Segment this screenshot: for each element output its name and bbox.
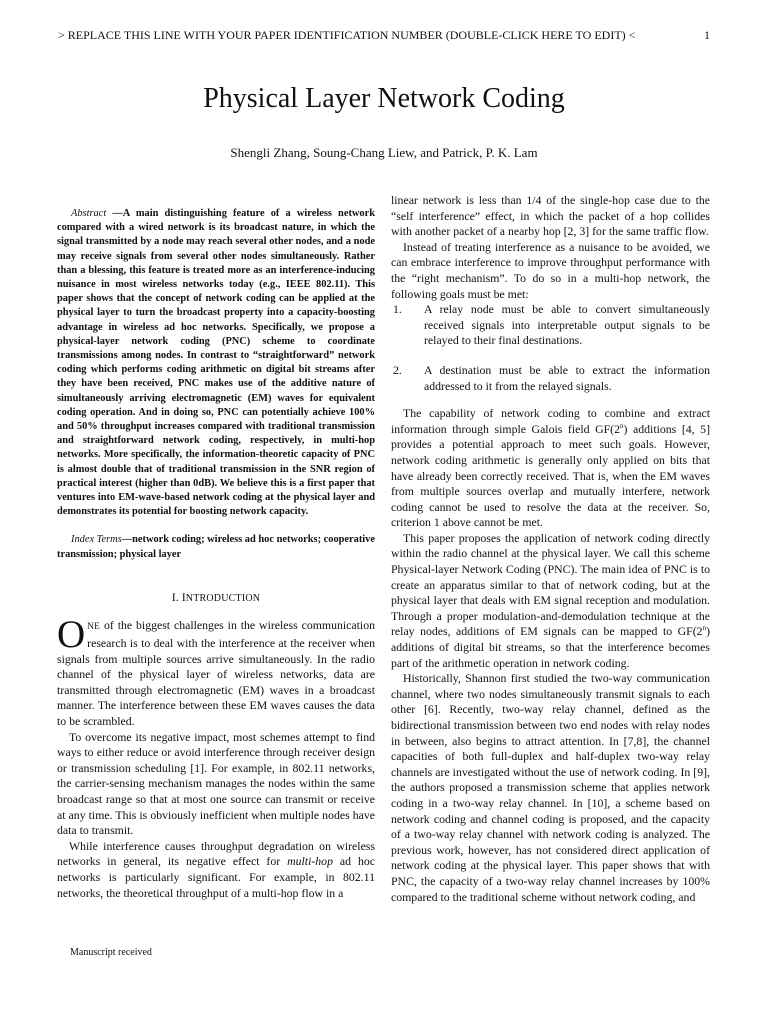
abstract [57,207,375,519]
goals-list [391,302,710,394]
intro-p1-text: of the biggest challenges in the wireless communication research is to deal with the interference at the receiver when signals from multiple sources arrive simultaneously. In the radio channel of the physical layer of wireless networks, data are transmitted through electromagnetic (EM) waves in a broadcast manner. The interference between these EM waves causes the data to be scrambled. [57,618,375,729]
goal-item [391,363,710,394]
abstract-text: —A main distinguishing feature of a wireless network compared with a wired network is its broadcast nature, in which the signal transmitted by a node may reach several other nodes, and a node may receive signals from several other nodes simultaneously. Rather than a blessing, this feature is treated more as an interference-inducing nuisance in most wireless networks today (e.g., IEEE 802.11). This paper shows that the concept of network coding can be applied at the physical layer to turn the broadcast property into a capacity-boosting advantage in wireless ad hoc networks. Specifically, we propose a physical-layer network coding (PNC) scheme to coordinate transmissions among nodes. In contrast to “straightforward” network coding which performs coding arithmetic on digital bit streams after they have been received, PNC makes use of the additive nature of simultaneously arriving electromagnetic (EM) waves for equivalent coding operation. And in doing so, PNC can potentially achieve 100% and 50% throughput increases compared with traditional transmission and straightforward network coding, respectively, in multi-hop networks. More specifically, the information-theoretic capacity of PNC is almost double that of traditional transmission in the SNR region of practical interest (higher than 0dB). We believe this is a first paper that ventures into EM-wave-based network coding at the physical layer and demonstrates its potential for boosting network capacity. [57,208,375,518]
index-terms-label: Index Terms [71,534,122,546]
index-terms-text: —network coding; wireless ad hoc networks; cooperative transmission; physical layer [57,534,375,560]
p4-text-b: ) additions of digital bit streams, so that the interference becomes part of the arithmetic operation in network coding. [391,624,710,670]
intro-p3-emphasis: multi-hop [287,854,333,869]
section-number: I. [171,589,182,604]
page-number: 1 [704,28,710,42]
p3-superscript: n [620,421,624,430]
header-line: > REPLACE THIS LINE WITH YOUR PAPER IDENTIFICATION NUMBER (DOUBLE-CLICK HERE TO EDIT) < [58,28,636,42]
section-initial: I [181,589,186,604]
drop-cap: O [57,613,86,657]
right-paragraph-5: Historically, Shannon first studied the two-way communication channel, where two nodes simultaneously transmit signals to each other [6]. Recently, two-way relay channel, defined as the bidirectional transmission between two end nodes with relay nodes in between, also begins to attract attention. In [7,8], the channel capacities of both full-duplex and half-duplex two-way relay channels are investigated without the use of network coding. In [9], the authors proposed a transmission scheme that applies network coding in a two-way relay channel. In [10], a scheme based on network coding and channel coding is proposed, and the capacity of a two-way relay channel with network coding is analyzed. The previous work, however, has not considered direct application of network coding at the physical layer. This paper shows that with PNC, the capacity of a two-way relay channel increases by 100% compared to the traditional scheme without network coding, and [391,671,710,904]
right-paragraph-4 [391,531,710,671]
intro-paragraph-3 [57,839,375,901]
goal-number: 1. [393,302,402,317]
intro-p3-text-a: While interference causes throughput degradation on wireless networks in general, its negative effect for [57,838,375,869]
abstract-label: Abstract [71,208,107,219]
goal-number: 2. [393,362,402,377]
paper-title: Physical Layer Network Coding [203,83,565,114]
right-paragraph-2: Instead of treating interference as a nuisance to be avoided, we can embrace interference to improve throughput performance with the “right mechanism”. To do so in a multi-hop network, the following goals must be met: [391,239,710,301]
right-column [391,193,710,905]
index-terms [57,533,375,561]
goal-text: A relay node must be able to convert simultaneously received signals into interpretable output signals to be relayed to their final destinations. [424,302,710,348]
intro-paragraph-2: To overcome its negative impact, most schemes attempt to find ways to either reduce or avoid interference through receiver design or transmission scheduling [1]. For example, in 802.11 networks, the carrier-sensing mechanism manages the nodes within the same broadcast range so that at most one source can transmit or receive at any time. This is obviously inefficient when multiple nodes have data to transmit. [57,729,375,838]
first-word: NE [87,622,101,633]
p3-text-a: The capability of network coding to combine and extract information through simple Galois field GF(2 [391,406,710,436]
goal-text: A destination must be able to extract the information addressed to it from the relayed signals. [424,362,710,393]
intro-p3-text-b: ad hoc networks is particularly significant. For example, in 802.11 networks, the theoretical throughput of a multi-hop flow in a [57,854,375,900]
section-title-rest: NTRODUCTION [185,592,261,604]
author-list: Shengli Zhang, Soung-Chang Liew, and Patrick, P. K. Lam [230,145,538,160]
intro-paragraph-1 [57,613,375,729]
p3-text-b: ) additions [4, 5] provides a potential approach to meet such goals. However, network coding arithmetic is generally only applied on bits that have already been correctly received. That is, when the EM waves from multiple sources overlap and mutually interfere, network coding cannot be used to resolve the data at the receiver. So, criterion 1 above cannot be met. [391,421,710,530]
right-paragraph-3 [391,406,710,531]
left-column [57,207,375,901]
p4-text-a: This paper proposes the application of network coding directly within the radio channel at the physical layer. We call this scheme Physical-layer Network Coding (PNC). The main idea of PNC is to create an apparatus similar to that of network coding, but at the physical layer that deals with EM signal reception and modulation. Through a proper modulation-and-demodulation technique at the relay nodes, additions of EM signals can be mapped to GF(2 [391,530,710,639]
goal-item [391,302,710,349]
section-heading-introduction [57,590,375,607]
p4-superscript: n [702,624,707,633]
footnote: Manuscript received [70,947,152,958]
right-paragraph-1: linear network is less than 1/4 of the single-hop case due to the “self interference” effect, in which the packet of a hop collides with another packet of a nearby hop [2, 3] for the same traffic flow. [391,193,710,239]
